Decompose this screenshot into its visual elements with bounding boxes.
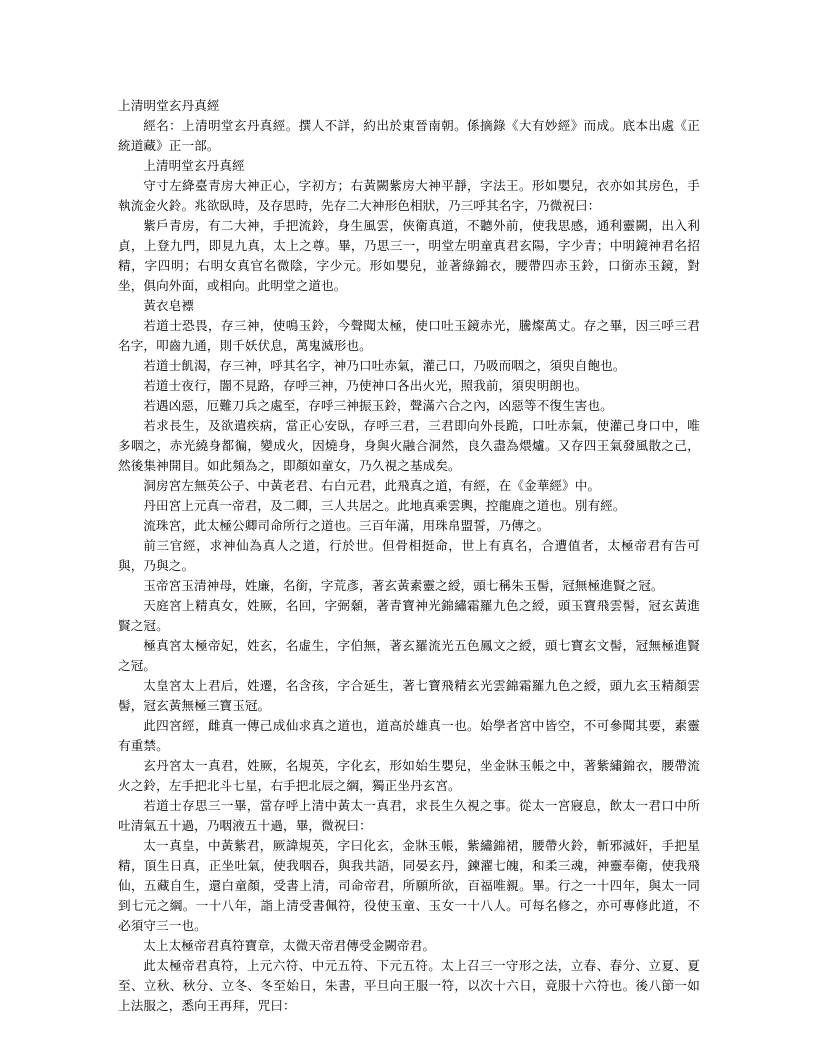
paragraph-two-great-spirits: 守寸左絳臺青房大神正心，字初方；右黃闕紫房大神平靜，字法王。形如嬰兒，衣亦如其房色，手執流金火鈴。兆欲臥時，及存思時，先存二大神形色相狀，乃三呼其名字，乃微祝曰：: [118, 178, 700, 213]
paragraph-taiyi-invocation: 太一真皇，中黃紫君，厥諱規英，字曰化玄，金牀玉帳，紫繡錦裙，腰帶火鈴，斬邪滅奸，手把星精，頂生日真，正坐吐氣，使我咽吞，與我共語，同晏玄丹，鍊濯七魄，和柔三魂，神靈奉衛，使我飛仙，五藏自生，還白童顏，受書上清，司命帝君，所願所欲，百福唯親。畢。行之一十四年，與太一同到七元之綱。一十八年，詣上清受書佩符，役使玉童、玉女一十八人。可每名修之，亦可專修此道，不必須守三一也。: [118, 838, 700, 933]
paragraph-dongfang-palace: 洞房宮左無英公子、中黃老君、右白元君，此飛真之道，有經，在《金華經》中。: [143, 478, 601, 493]
paragraph-fear-practice: 若道士恐畏，存三神，使鳴玉鈴，今聲聞太極，使口吐玉鏡赤光，騰燦萬丈。存之畢，因三呼三君名字，叩齒九通，則千妖伏息，萬鬼滅形也。: [118, 318, 700, 353]
paragraph-calamity-practice: 若遇凶惡，厄難刀兵之處至，存呼三神振玉鈴，聲滿六合之內，凶惡等不復生害也。: [143, 398, 613, 413]
paragraph-taishang-talisman-transmission: 太上太極帝君真符寶章，太微天帝君傳受金闕帝君。: [143, 938, 436, 953]
paragraph-hunger-practice: 若道士飢渴，存三神，呼其名字，神乃口吐赤氣，灌己口，乃吸而咽之，須臾自飽也。: [143, 358, 626, 373]
section-heading-main: 上清明堂玄丹真經: [143, 158, 245, 173]
paragraph-night-travel-practice: 若道士夜行，闇不見路，存呼三神，乃使神口各出火光，照我前，須臾明朗也。: [143, 378, 588, 393]
paragraph-taihuang-palace-consort: 太皇宮太上君后，姓遷，名含孩，字合延生，著七寶飛精玄光雲錦霜羅九色之綬，頭九玄玉精顏雲髻，冠玄黃無極三寶玉冠。: [118, 678, 700, 713]
paragraph-longevity-practice: 若求長生，及欲遣疾病，當正心安臥，存呼三君，三君即向外長跪，口吐赤氣，使灌己身口中，唯多咽之，赤光繞身都徧，變成火，因燒身，身與火融合洞然，良久盡為煨爐。又存四王氣發風散之己，然後集神開目。如此頻為之，即顏如童女，乃久視之基成矣。: [118, 418, 700, 473]
paragraph-dantian-palace: 丹田宮上元真一帝君，及二卿，三人共居之。此地真乘雲輿，控龍鹿之道也。別有經。: [143, 498, 626, 513]
section-heading-yellow-robe: 黃衣皂褾: [143, 298, 194, 313]
paragraph-four-palaces-summary: 此四宮經，雌真一傳己成仙求真之道也，道高於雄真一也。始學者宮中皆空，不可參聞其要，素靈有重禁。: [118, 718, 700, 753]
paragraph-xuandan-palace-taiyi: 玄丹宮太一真君，姓厥，名規英，字化玄，形如始生嬰兒，坐金牀玉帳之中，著紫繡錦衣，腰帶流火之鈴，左手把北斗七星，右手把北辰之綱，獨正坐丹玄宮。: [118, 758, 700, 793]
paragraph-liuzhu-palace: 流珠宮，此太極公卿司命所行之道也。三百年滿，用珠帛盟誓，乃傳之。: [143, 518, 550, 533]
paragraph-three-offices-scripture: 前三官經，求神仙為真人之道，行於世。但骨相挺命，世上有真名，合遭值者，太極帝君有告可與，乃與之。: [118, 538, 700, 573]
paragraph-jizhen-palace-consort: 極真宮太極帝妃，姓玄，名虛生，字伯無，著玄羅流光五色鳳文之綬，頭七寶玄文髻，冠無極進賢之冠。: [118, 638, 700, 673]
document-body: [118, 96, 700, 1016]
paragraph-yudi-palace-goddess: 玉帝宮玉清神母，姓廉，名銜，字荒彥，著玄黃素靈之綬，頭七稱朱玉髻，冠無極進賢之冠。: [143, 578, 664, 593]
document-title: 上清明堂玄丹真經: [118, 98, 220, 113]
paragraph-talisman-method: 此太極帝君真符，上元六符、中元五符、下元五符。太上召三一守形之法，立春、春分、立夏、夏至、立秋、秋分、立冬、冬至始日，朱書，平旦向王服一符，以次十六日，竟服十六符也。後八節一如上法服之，悉向王再拜，咒曰：: [118, 958, 700, 1013]
paragraph-invocation-purple-door: 紫戶青房，有二大神，手把流鈴，身生風雲，俠衛真道，不聽外前，使我思感，通利靈闕，出入利貞，上登九門，即見九真，太上之尊。畢，乃思三一，明堂左明童真君玄陽，字少青；中明鏡神君名招精，字四明；右明女真官名微陰，字少元。形如嬰兒，並著綠錦衣，腰帶四赤玉鈴，口銜赤玉鏡，對坐，俱向外面，或相向。此明堂之道也。: [118, 218, 700, 293]
paragraph-bibliographic-note: 經名：上清明堂玄丹真經。撰人不詳，約出於東晉南朝。係摘錄《大有妙經》而成。底本出處《正統道藏》正一部。: [118, 118, 700, 153]
paragraph-daoshi-sanyi-practice: 若道士存思三一畢，當存呼上清中黃太一真君，求長生久視之事。從太一宮寢息，飲太一君口中所吐清氣五十過，乃咽液五十過，畢，微祝曰：: [118, 798, 700, 833]
paragraph-tianting-palace-goddess: 天庭宮上精真女，姓厥，名回，字弼顙，著青寶神光錦繡霜羅九色之綬，頭玉寶飛雲髻，冠玄黃進賢之冠。: [118, 598, 700, 633]
